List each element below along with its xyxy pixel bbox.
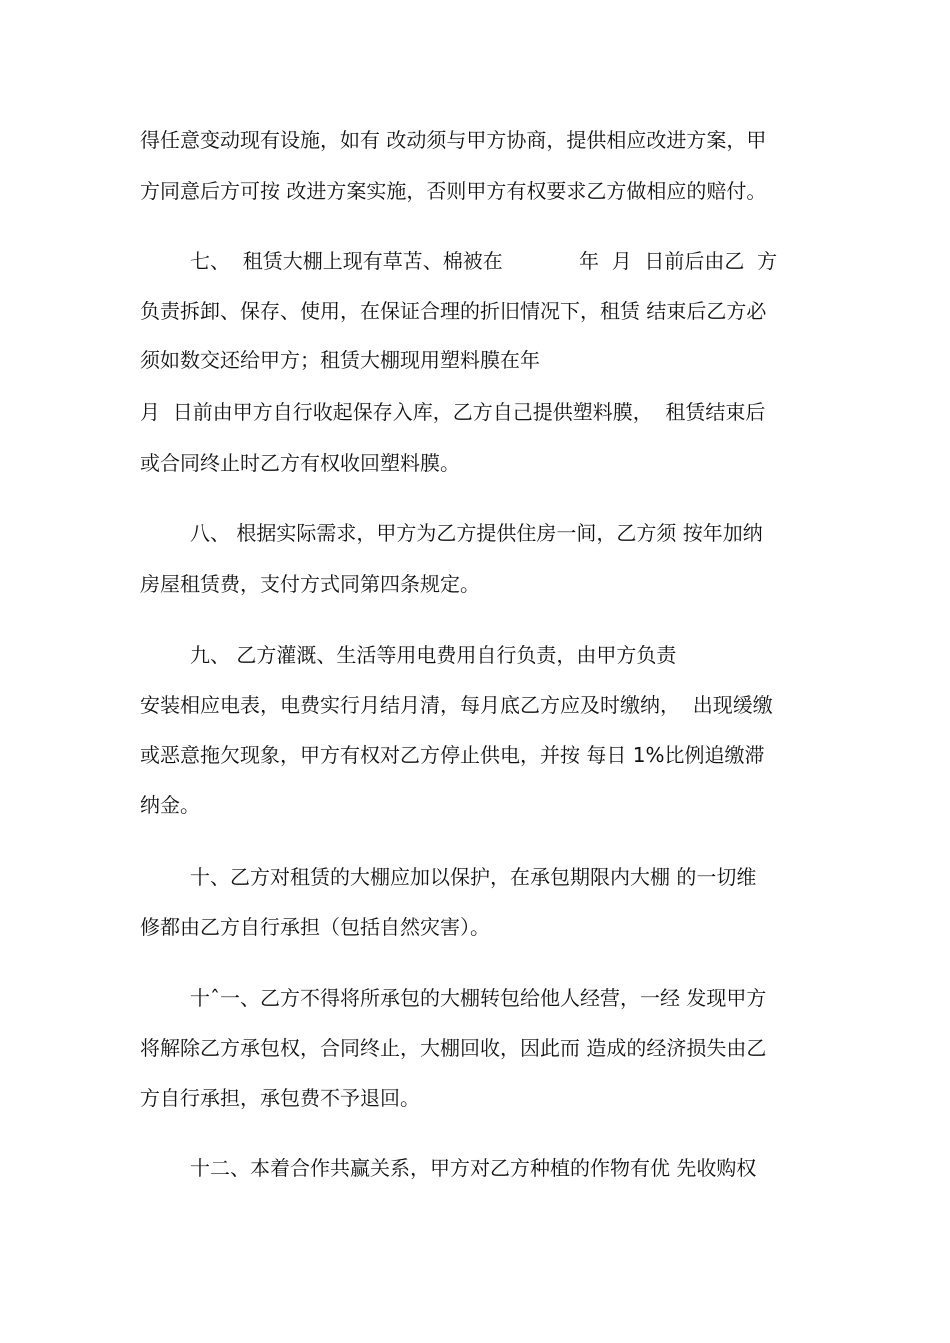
text-line: 将解除乙方承包权，合同终止，大棚回收，因此而 造成的经济损失由乙 bbox=[140, 1036, 767, 1060]
section-11-heading-line: 十ˆ一、乙方不得将所承包的大棚转包给他人经营，一经 发现甲方 bbox=[190, 986, 767, 1010]
text-line: 月 日前由甲方自行收起保存入库，乙方自己提供塑料膜， 租赁结束后 bbox=[140, 400, 766, 424]
text-line: 须如数交还给甲方；租赁大棚现用塑料膜在年 bbox=[140, 348, 540, 372]
text-line: 修都由乙方自行承担（包括自然灾害）。 bbox=[140, 915, 490, 939]
text-line: 安装相应电表，电费实行月结月清，每月底乙方应及时缴纳， 出现缓缴 bbox=[140, 693, 773, 717]
text-line: 或合同终止时乙方有权收回塑料膜。 bbox=[140, 451, 460, 475]
text-line: 方自行承担，承包费不予退回。 bbox=[140, 1086, 420, 1110]
text-line: 房屋租赁费，支付方式同第四条规定。 bbox=[140, 572, 480, 596]
section-9-heading-line: 九、 乙方灌溉、生活等用电费用自行负责，由甲方负责 bbox=[190, 643, 677, 667]
section-7-heading-line: 七、 租赁大棚上现有草苫、棉被在 年 月 日前后由乙 方 bbox=[190, 249, 778, 273]
text-line: 得任意变动现有设施，如有 改动须与甲方协商，提供相应改进方案，甲 bbox=[140, 128, 767, 152]
text-line: 或恶意拖欠现象，甲方有权对乙方停止供电，并按 每日 1%比例追缴滞 bbox=[140, 743, 765, 767]
text-line: 纳金。 bbox=[140, 793, 200, 817]
text-line: 方同意后方可按 改进方案实施，否则甲方有权要求乙方做相应的赔付。 bbox=[140, 179, 767, 203]
section-8-heading-line: 八、 根据实际需求，甲方为乙方提供住房一间，乙方须 按年加纳 bbox=[190, 521, 763, 545]
section-12-heading-line: 十二、本着合作共赢关系，甲方对乙方种植的作物有优 先收购权 bbox=[190, 1156, 757, 1180]
text-line: 负责拆卸、保存、使用，在保证合理的折旧情况下，租赁 结束后乙方必 bbox=[140, 299, 767, 323]
section-10-heading-line: 十、乙方对租赁的大棚应加以保护，在承包期限内大棚 的一切维 bbox=[190, 865, 757, 889]
